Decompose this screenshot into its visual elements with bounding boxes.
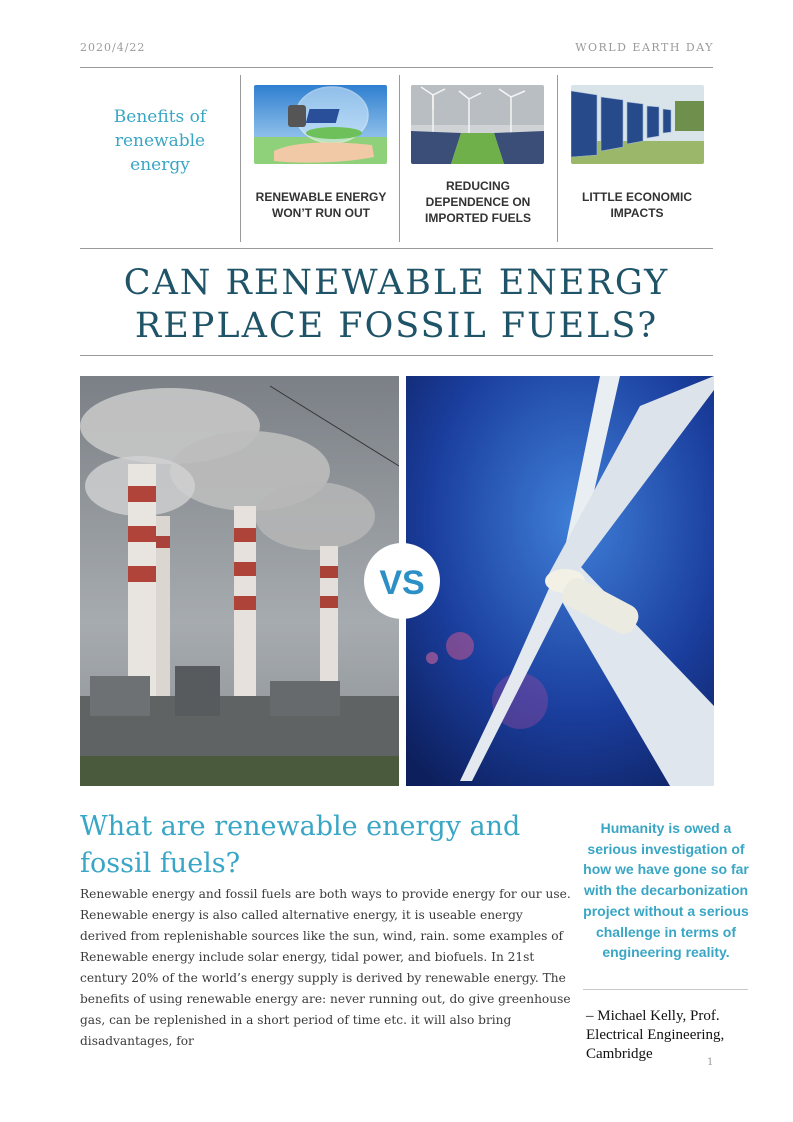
solar-panel-field-image [571, 85, 704, 164]
page-number: 1 [707, 1057, 714, 1068]
column-divider [399, 75, 400, 242]
headline-divider [80, 355, 713, 356]
column-divider [240, 75, 241, 242]
benefit-caption-1: RENEWABLE ENERGY WON’T RUN OUT [255, 190, 387, 220]
section-divider [80, 248, 713, 249]
lightbulb-in-hand-image [254, 85, 387, 164]
quote-attribution: – Michael Kelly, Prof. Electrical Engineering, Cambridge [586, 1008, 725, 1062]
article-body: Renewable energy and fossil fuels are both ways to provide energy for our use. Renewable energy is also called alternative energy, it is useable energy derived from replenishable sources like the sun, wind, rain. some examples of Renewable energy include solar energy, tidal power, and biofuels. In 21st century 20% of the world’s energy supply is derived by renewable energy. The benefits of using renewable energy are: never running out, do give greenhouse gas, can be replenished in a short period of time etc. it will also bring disadvantages, for [80, 887, 571, 1048]
hero-image [80, 376, 714, 786]
wind-turbines-solar-panels-image [411, 85, 544, 164]
header-date: 2020/4/22 [80, 41, 146, 54]
pull-quote: Humanity is owed a serious investigation of how we have gone so far with the decarbonization project without a serious challenge in terms of engineering reality. [583, 820, 749, 961]
article-title: What are renewable energy and fossil fuels? [80, 811, 521, 879]
wind-turbine-image [406, 376, 714, 786]
header-divider [80, 67, 713, 68]
headline: CAN RENEWABLE ENERGY REPLACE FOSSIL FUELS? [123, 263, 670, 346]
benefit-caption-3: LITTLE ECONOMIC IMPACTS [582, 190, 692, 220]
vs-label: VS [379, 564, 425, 602]
column-divider [557, 75, 558, 242]
benefits-title: Benefits of renewable energy [113, 107, 207, 175]
header-brand: WORLD EARTH DAY [575, 41, 714, 54]
benefit-caption-2: REDUCING DEPENDENCE ON IMPORTED FUELS [424, 179, 531, 225]
quote-divider [583, 989, 748, 990]
smokestacks-image [80, 376, 399, 786]
